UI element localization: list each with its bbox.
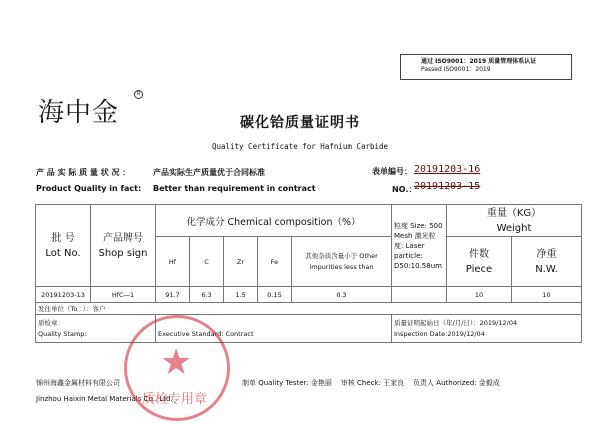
lot-header [36, 205, 91, 287]
iso-line-cn: 通过 ISO9001：2019 质量管理体系认证 [421, 58, 537, 65]
product-status-value-cn: 产品实际生产质量优于合同标准 [153, 168, 265, 177]
net-weight-header-en: N.W. [535, 263, 558, 275]
signers-line [242, 378, 500, 388]
brand-header [91, 205, 156, 287]
net-weight-header [512, 237, 582, 287]
cell-pieces: 10 [447, 287, 512, 303]
cell-lot: 20191203-13 [36, 287, 91, 303]
inspection-date-cn: 质量证明起始日（年/月/日）：2019/12/04 [394, 318, 518, 327]
pieces-header [447, 237, 512, 287]
weight-header [447, 205, 582, 237]
weight-header-en: Weight [496, 222, 532, 234]
certificate-title-en: Quality Certificate for Hafnium Carbide [211, 142, 389, 151]
pieces-header-cn: 件数 [469, 248, 489, 260]
element-fe: Fe [258, 237, 292, 287]
product-status-label-en: Product Quality in fact: [36, 184, 142, 193]
size-header: 粒度 Size: 500 Mesh 激光粒度: Laser particle: D50:10.58um [392, 205, 447, 287]
registered-mark-icon: R [134, 90, 143, 99]
checker: 审核 Check: 王家良 [340, 379, 405, 387]
company-logo: 海中金 [38, 98, 120, 128]
cert-no-value-cn: 20191203-16 [414, 164, 481, 175]
inspection-date-en: Inspection Date:2019/12/04 [394, 329, 485, 338]
cell-c: 6.3 [190, 287, 224, 303]
cert-no-label-en: NO.： [392, 185, 417, 194]
cert-no-label-cn: 表单编号： [372, 167, 412, 176]
product-status-value-en: Better than requirement in contract [153, 184, 316, 193]
inspection-date-cell [392, 315, 582, 343]
certificate-title-cn: 碳化铪质量证明书 [240, 115, 360, 131]
element-c: C [190, 237, 224, 287]
authorized-person: 负责人 Authorized: 金毅成 [413, 379, 500, 387]
quality-table [35, 204, 582, 343]
composition-header: 化学成分 Chemical composition（%） [156, 205, 392, 237]
brand-header-cn: 产品牌号 [103, 232, 143, 244]
cell-zr: 1.5 [224, 287, 258, 303]
cell-brand: HfC—1 [91, 287, 156, 303]
quality-tester: 制单 Quality Tester: 金艳丽 [242, 379, 332, 387]
ship-to: 发往单位（To ：）：客户 [36, 303, 582, 315]
other-impurities-header: 其他杂质含量小于 Other impurities less than [292, 237, 392, 287]
net-weight-header-cn: 净重 [536, 248, 557, 260]
brand-header-en: Shop sign [98, 247, 148, 259]
lot-header-en: Lot No. [45, 247, 81, 259]
cell-fe: 0.15 [258, 287, 292, 303]
company-name-en: Jinzhou Haixin Metal Materials Co., Ltd. [36, 395, 173, 403]
iso-line-en: Passed ISO9001：2019 [421, 66, 491, 73]
product-status-label-cn: 产 品 实 际 质 量 状 况 ： [36, 168, 131, 177]
element-hf: Hf [156, 237, 190, 287]
quality-stamp-label-cn: 质检章： [38, 318, 64, 327]
cell-hf: 91.7 [156, 287, 190, 303]
weight-header-cn: 重量（KG） [486, 207, 542, 219]
cell-size [392, 287, 447, 303]
pieces-header-en: Piece [465, 263, 493, 275]
cell-other: 0.3 [292, 287, 392, 303]
lot-header-cn: 批 号 [51, 232, 75, 244]
table-row [36, 287, 582, 303]
cell-net-weight: 10 [512, 287, 582, 303]
element-zr: Zr [224, 237, 258, 287]
cert-no-value-en: 20191203-15 [414, 181, 481, 192]
executive-standard-text: Executive Standard: Contract [158, 329, 254, 338]
seal-text: 质检专用章 [142, 392, 208, 407]
seal-star-icon: ★ [160, 342, 193, 383]
iso-certification-box [400, 54, 572, 80]
company-name-cn: 锦州海鑫金属材料有限公司 [36, 379, 120, 387]
quality-stamp-label-en: Quality Stamp: [38, 329, 87, 338]
